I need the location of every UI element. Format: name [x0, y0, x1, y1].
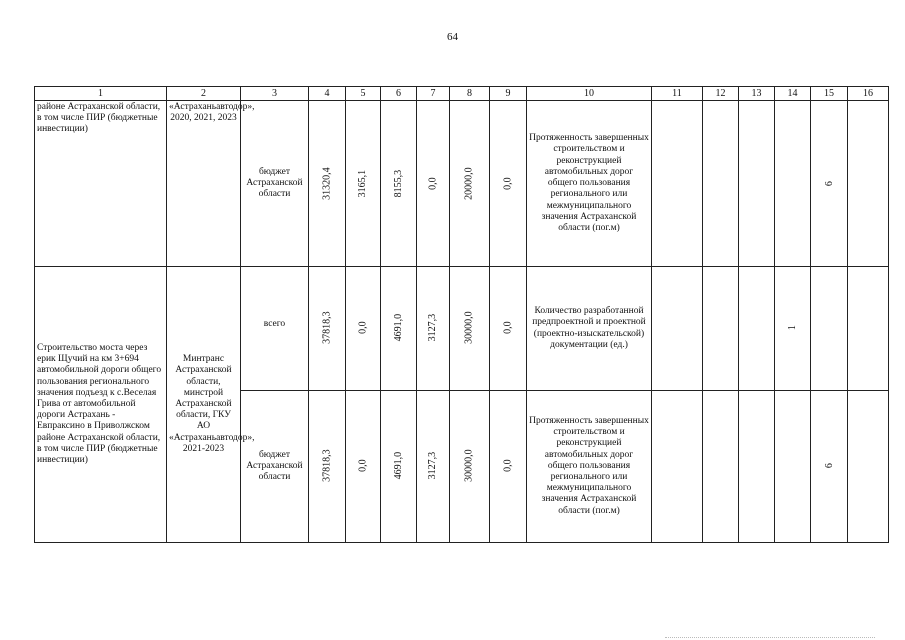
value-col-8 — [450, 390, 490, 542]
value-text: 1 — [786, 325, 798, 331]
value-col-7 — [417, 390, 450, 542]
indicator-cell — [527, 101, 652, 267]
table-row — [35, 267, 889, 390]
value-col-9 — [490, 101, 527, 267]
indicator-cell — [527, 267, 652, 390]
value-col-16 — [848, 267, 889, 390]
value-text: 3127,3 — [427, 314, 439, 342]
value-col-16 — [848, 101, 889, 267]
value-text: 20000,0 — [463, 166, 475, 200]
table-row — [35, 101, 889, 267]
col-header-4: 4 — [309, 87, 346, 101]
funding-source: бюджет Астраханской области — [246, 449, 303, 482]
value-text: 0,0 — [357, 321, 369, 335]
value-col-6 — [381, 267, 417, 390]
value-col-16 — [848, 390, 889, 542]
value-col-9 — [490, 390, 527, 542]
value-col-5 — [346, 267, 381, 390]
value-text: 30000,0 — [463, 311, 475, 345]
value-text: 4691,0 — [392, 314, 404, 342]
value-text: 0,0 — [502, 176, 514, 190]
value-col-9 — [490, 267, 527, 390]
object-name-cell — [35, 267, 167, 543]
value-text: 0,0 — [502, 459, 514, 473]
value-text: 4691,0 — [392, 452, 404, 480]
value-text: 6 — [823, 180, 835, 186]
col-header-14: 14 — [775, 87, 811, 101]
value-col-15 — [811, 101, 848, 267]
value-col-6 — [381, 390, 417, 542]
value-col-12 — [703, 101, 739, 267]
value-text: 3127,3 — [427, 452, 439, 480]
value-text: 0,0 — [357, 459, 369, 473]
funding-source-cell — [241, 390, 309, 542]
col-header-5: 5 — [346, 87, 381, 101]
col-header-6: 6 — [381, 87, 417, 101]
value-col-13 — [739, 390, 775, 542]
value-col-8 — [450, 267, 490, 390]
col-header-12: 12 — [703, 87, 739, 101]
value-col-4 — [309, 390, 346, 542]
col-header-1: 1 — [35, 87, 167, 101]
value-col-12 — [703, 267, 739, 390]
value-col-4 — [309, 267, 346, 390]
value-text: 31320,4 — [321, 166, 333, 200]
value-col-13 — [739, 101, 775, 267]
value-text: 3165,1 — [357, 169, 369, 197]
value-col-6 — [381, 101, 417, 267]
indicator-cell — [527, 390, 652, 542]
page-number: 64 — [447, 31, 458, 43]
col-header-3: 3 — [241, 87, 309, 101]
col-header-2: 2 — [167, 87, 241, 101]
col-header-8: 8 — [450, 87, 490, 101]
value-col-7 — [417, 267, 450, 390]
col-header-16: 16 — [848, 87, 889, 101]
value-col-15 — [811, 390, 848, 542]
value-col-14 — [775, 267, 811, 390]
funding-source-cell — [241, 101, 309, 267]
value-col-13 — [739, 267, 775, 390]
header-row — [35, 87, 889, 101]
object-name: Строительство моста через ерик Щучий на км 3+694 автомобильной дороги общего пользования регионального значения подъезд к с.Веселая Грива от автомобильной дороги Астрахань - Евпраксино в Приволжском районе Астраханской области, в том числе ПИР (бюджетные инвестиции) — [37, 343, 162, 466]
value-text: 37818,3 — [321, 311, 333, 345]
value-col-14 — [775, 101, 811, 267]
value-col-12 — [703, 390, 739, 542]
value-text: 8155,3 — [392, 169, 404, 197]
col-header-13: 13 — [739, 87, 775, 101]
value-col-7 — [417, 101, 450, 267]
value-text: 0,0 — [427, 176, 439, 190]
object-name-cell — [35, 101, 167, 267]
col-header-7: 7 — [417, 87, 450, 101]
value-text: 37818,3 — [321, 449, 333, 483]
col-header-15: 15 — [811, 87, 848, 101]
funding-source: бюджет Астраханской области — [246, 166, 303, 200]
value-col-11 — [652, 101, 703, 267]
value-col-11 — [652, 390, 703, 542]
col-header-9: 9 — [490, 87, 527, 101]
value-col-11 — [652, 267, 703, 390]
value-text: 30000,0 — [463, 449, 475, 483]
indicator-text: Количество разработанной предпроектной и проектной (проектно-изыскательской) документации (ед.) — [532, 306, 646, 350]
funding-source-cell — [241, 267, 309, 390]
object-name: районе Астраханской области, в том числе ПИР (бюджетные инвестиции) — [37, 102, 161, 135]
executor-cell — [167, 267, 255, 543]
scan-artifact-line — [665, 637, 875, 638]
value-text: 0,0 — [502, 321, 514, 335]
col-header-10: 10 — [527, 87, 652, 101]
executor: Минтранс Астраханской области, минстрой Астраханской области, ГКУ АО «Астраханьавтодор», 2021-2023 — [169, 354, 255, 454]
value-col-5 — [346, 101, 381, 267]
indicator-text: Протяженность завершенных строительством и реконструкцией автомобильных дорог общего пользования регионального или межмуниципального значения Астраханской области (пог.м) — [529, 133, 649, 233]
executor-cell — [167, 101, 255, 267]
value-col-8 — [450, 101, 490, 267]
indicator-text: Протяженность завершенных строительством и реконструкцией автомобильных дорог общего пользования регионального или межмуниципального значения Астраханской области (пог.м) — [529, 415, 649, 516]
value-col-15 — [811, 267, 848, 390]
col-header-11: 11 — [652, 87, 703, 101]
value-text: 6 — [823, 463, 835, 469]
value-col-4 — [309, 101, 346, 267]
value-col-5 — [346, 390, 381, 542]
executor: «Астраханьавтодор», 2020, 2021, 2023 — [169, 102, 255, 124]
funding-source: всего — [263, 319, 286, 330]
program-table — [34, 86, 889, 543]
value-col-14 — [775, 390, 811, 542]
